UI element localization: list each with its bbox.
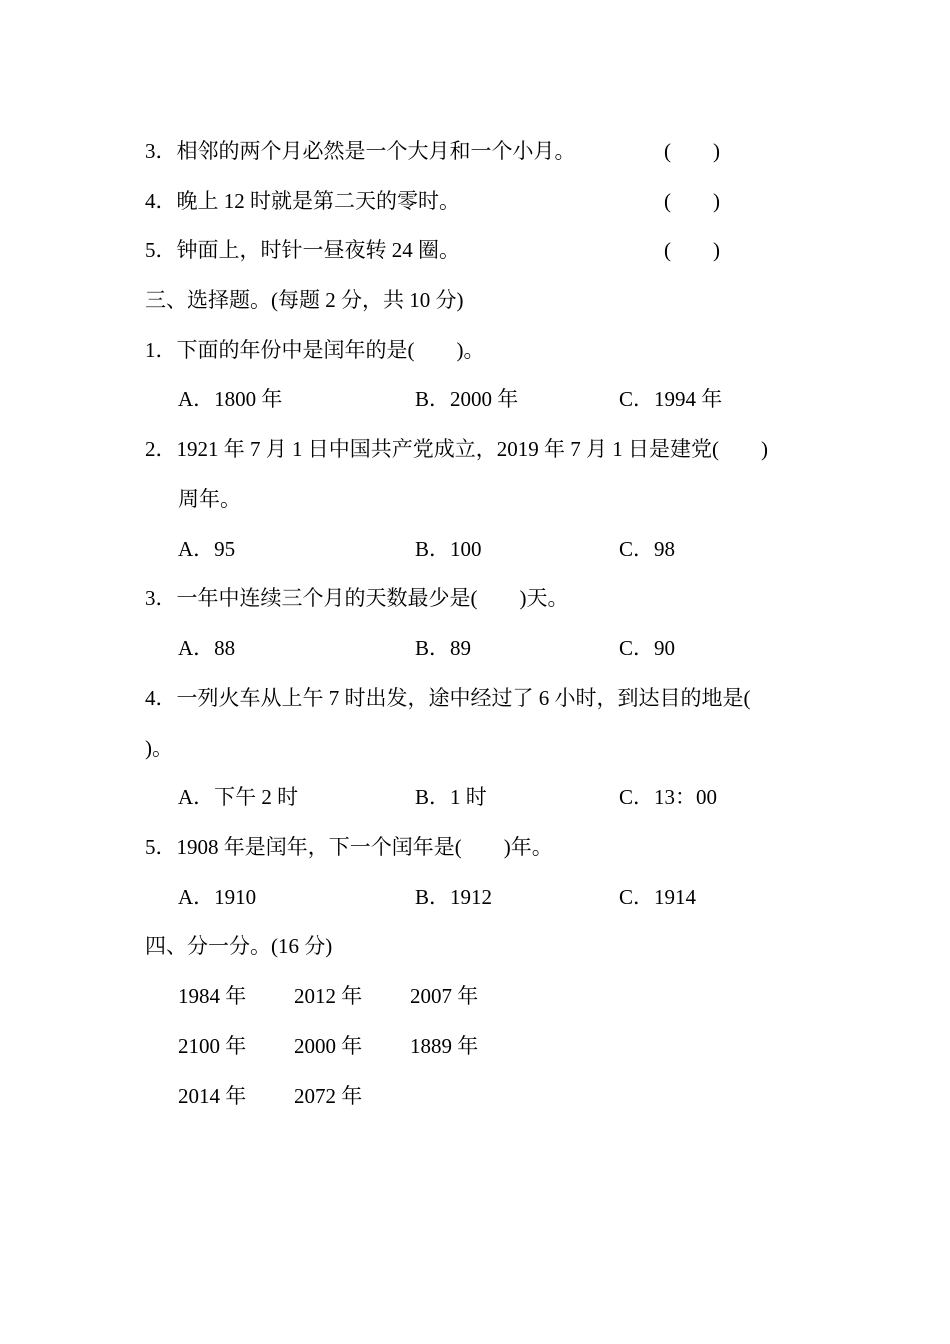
choice-question-3-option-b[interactable]: B．89 (415, 636, 472, 660)
year-item: 2000 年 (294, 1034, 363, 1058)
choice-question-2-option-b[interactable]: B．100 (415, 537, 482, 561)
judge-item-4-text: 4．晚上 12 时就是第二天的零时。 (145, 189, 460, 213)
year-item: 1889 年 (410, 1034, 479, 1058)
choice-question-5-option-c[interactable]: C．1914 (619, 885, 697, 909)
choice-question-3-stem: 3．一年中连续三个月的天数最少是( )天。 (145, 586, 569, 610)
year-item: 2012 年 (294, 984, 363, 1008)
choice-question-3-option-c[interactable]: C．90 (619, 636, 676, 660)
choice-question-5-option-b[interactable]: B．1912 (415, 885, 493, 909)
choice-question-4-stem: 4．一列火车从上午 7 时出发，途中经过了 6 小时，到达目的地是( (145, 686, 751, 710)
judge-item-5 (145, 237, 460, 263)
sort-section-heading: 四、分一分。(16 分) (145, 934, 333, 958)
choice-question-2-stem-continued: 周年。 (178, 487, 241, 511)
year-item: 2100 年 (178, 1034, 247, 1058)
judge-item-5-answer-blank[interactable]: ( ) (664, 238, 720, 262)
choice-question-4-stem-continued: )。 (145, 736, 173, 760)
choice-question-2-option-c[interactable]: C．98 (619, 537, 676, 561)
year-item: 1984 年 (178, 984, 247, 1008)
year-item: 2014 年 (178, 1084, 247, 1108)
choice-question-4-option-b[interactable]: B．1 时 (415, 785, 487, 809)
choice-question-1-option-b[interactable]: B．2000 年 (415, 387, 519, 411)
choice-question-4-option-c[interactable]: C．13：00 (619, 785, 718, 809)
judge-item-3-text: 3．相邻的两个月必然是一个大月和一个小月。 (145, 139, 576, 163)
choice-section-heading: 三、选择题。(每题 2 分，共 10 分) (145, 288, 464, 312)
choice-question-2-option-a[interactable]: A．95 (178, 537, 236, 561)
choice-question-1-option-c[interactable]: C．1994 年 (619, 387, 723, 411)
judge-item-3 (145, 138, 576, 164)
choice-question-2-stem: 2．1921 年 7 月 1 日中国共产党成立，2019 年 7 月 1 日是建党( ) (145, 437, 768, 461)
choice-question-5-stem: 5．1908 年是闰年，下一个闰年是( )年。 (145, 835, 553, 859)
judge-item-5-text: 5．钟面上，时针一昼夜转 24 圈。 (145, 238, 460, 262)
judge-item-4 (145, 188, 460, 214)
year-item: 2007 年 (410, 984, 479, 1008)
judge-item-3-answer-blank[interactable]: ( ) (664, 139, 720, 163)
judge-item-4-answer-blank[interactable]: ( ) (664, 189, 720, 213)
choice-question-1-stem: 1．下面的年份中是闰年的是( )。 (145, 338, 485, 362)
choice-question-5-option-a[interactable]: A．1910 (178, 885, 257, 909)
choice-question-4-option-a[interactable]: A．下午 2 时 (178, 785, 299, 809)
choice-question-3-option-a[interactable]: A．88 (178, 636, 236, 660)
choice-question-1-option-a[interactable]: A．1800 年 (178, 387, 283, 411)
year-item: 2072 年 (294, 1084, 363, 1108)
